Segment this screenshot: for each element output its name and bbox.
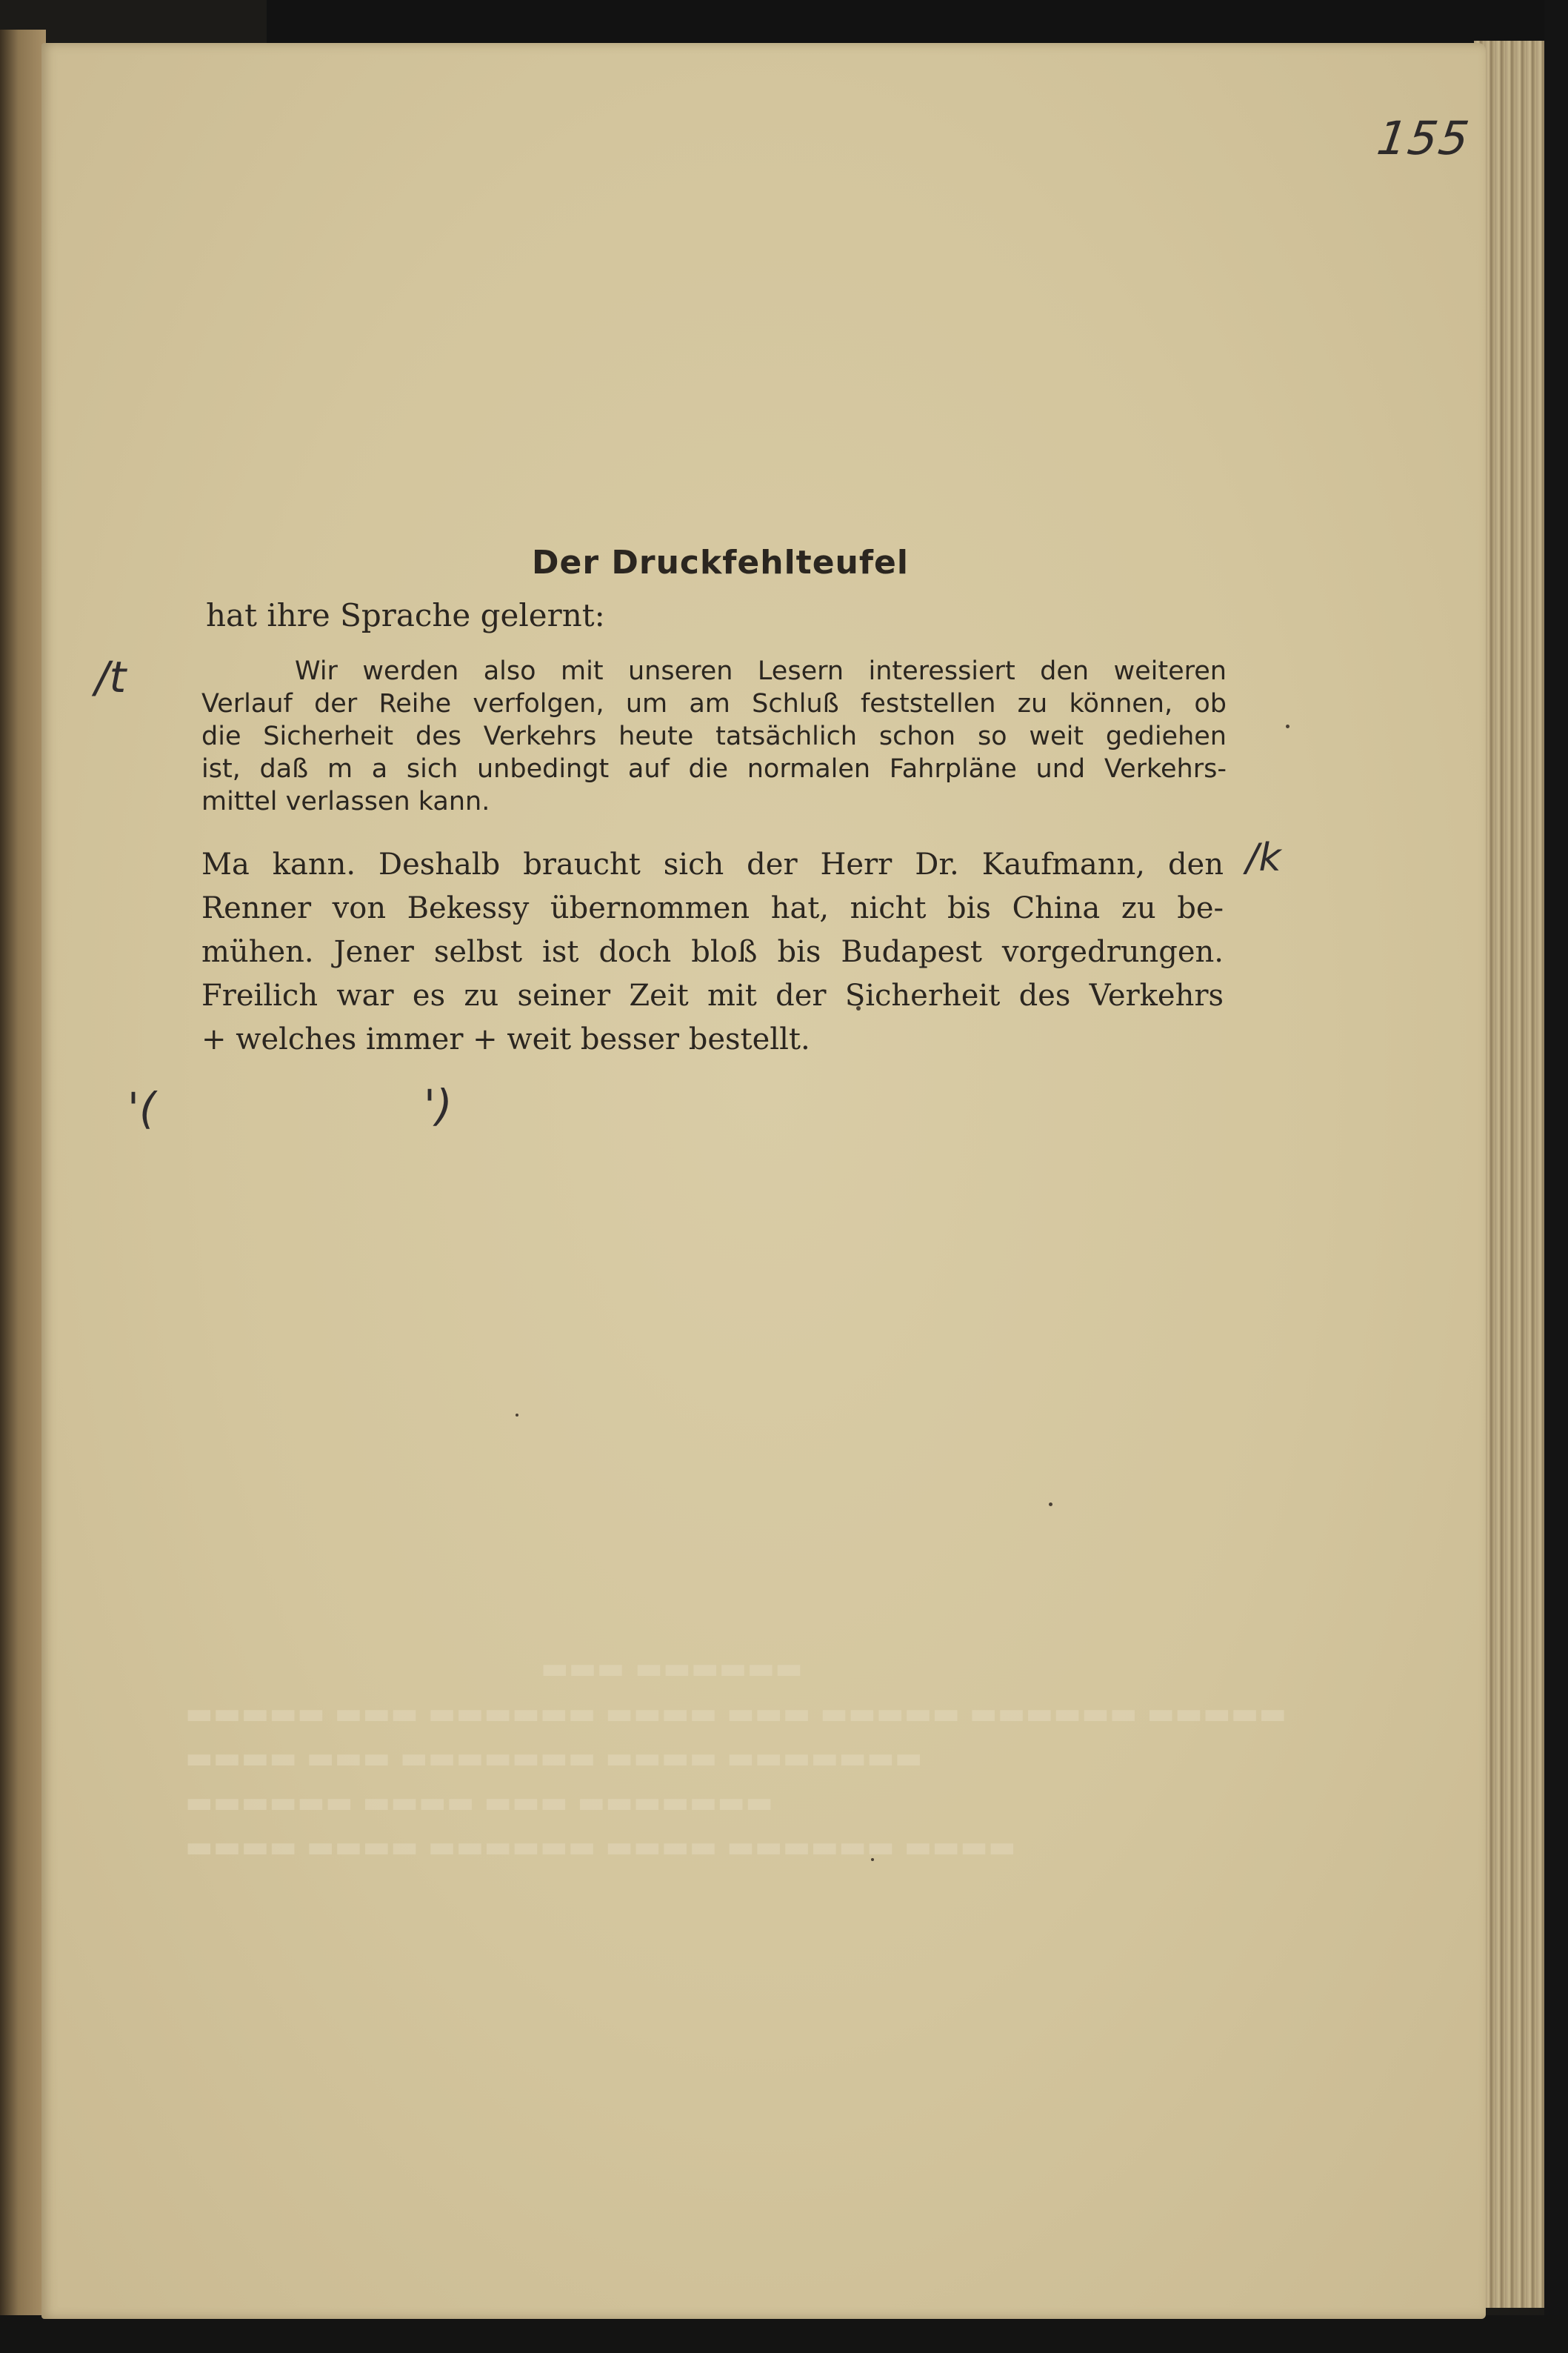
page-title: Der Druckfehlteufel <box>532 544 909 582</box>
quote-line: Verlauf der Reihe verfolgen, um am Schluß feststellen zu können, ob <box>201 689 1227 719</box>
paper-speck <box>516 1414 518 1417</box>
paper-speck <box>1049 1502 1052 1506</box>
scanner-background-right <box>1544 0 1568 2353</box>
paper-sheet <box>41 43 1486 2319</box>
show-through-text: ▬▬▬▬▬▬ ▬▬▬▬ ▬▬▬ ▬▬▬▬▬▬▬ <box>185 1785 774 1820</box>
margin-proof-mark: /k <box>1246 836 1281 880</box>
show-through-text: ▬▬▬▬▬ ▬▬▬ ▬▬▬▬▬▬ ▬▬▬▬ ▬▬▬ ▬▬▬▬▬ ▬▬▬▬▬▬ ▬▬▬▬▬ <box>185 1697 1287 1731</box>
body-line: Renner von Bekessy übernommen hat, nicht bis China zu be- <box>201 891 1224 925</box>
quote-line: mittel verlassen kann. <box>201 787 490 816</box>
show-through-text: ▬▬▬ ▬▬▬▬▬▬ <box>541 1651 804 1685</box>
body-line: + welches immer + weit besser bestellt. <box>201 1022 810 1056</box>
margin-proof-mark: '( <box>127 1083 156 1134</box>
body-line: Ma kann. Deshalb braucht sich der Herr Dr. Kaufmann, den <box>201 848 1224 882</box>
body-line: mühen. Jener selbst ist doch bloß bis Budapest vorgedrungen. <box>201 935 1224 969</box>
quoted-paragraph <box>201 655 1227 818</box>
page-number-handwritten: 155 <box>1373 111 1474 165</box>
margin-proof-mark: ') <box>424 1080 453 1131</box>
show-through-text: ▬▬▬▬ ▬▬▬▬ ▬▬▬▬▬▬ ▬▬▬▬ ▬▬▬▬▬▬ ▬▬▬▬ <box>185 1830 1016 1864</box>
intro-line: hat ihre Sprache gelernt: <box>206 597 605 633</box>
quote-line: Wir werden also mit unseren Lesern interessiert den weiteren <box>295 656 1227 686</box>
scanner-background-bottom <box>0 2315 1568 2353</box>
left-page-edge <box>0 30 46 2319</box>
quote-line: die Sicherheit des Verkehrs heute tatsächlich schon so weit gediehen <box>201 722 1227 751</box>
scanner-background-top <box>267 0 1568 46</box>
show-through-text: ▬▬▬▬ ▬▬▬ ▬▬▬▬▬▬▬ ▬▬▬▬ ▬▬▬▬▬▬▬ <box>185 1741 923 1775</box>
margin-proof-mark: /t <box>95 652 127 702</box>
paper-speck <box>1286 725 1290 728</box>
body-paragraph <box>201 843 1224 1062</box>
quote-line: ist, daß m a sich unbedingt auf die normalen Fahrpläne und Verkehrs- <box>201 754 1227 784</box>
body-line: Freilich war es zu seiner Zeit mit der Sicherheit des Verkehrs <box>201 979 1224 1013</box>
